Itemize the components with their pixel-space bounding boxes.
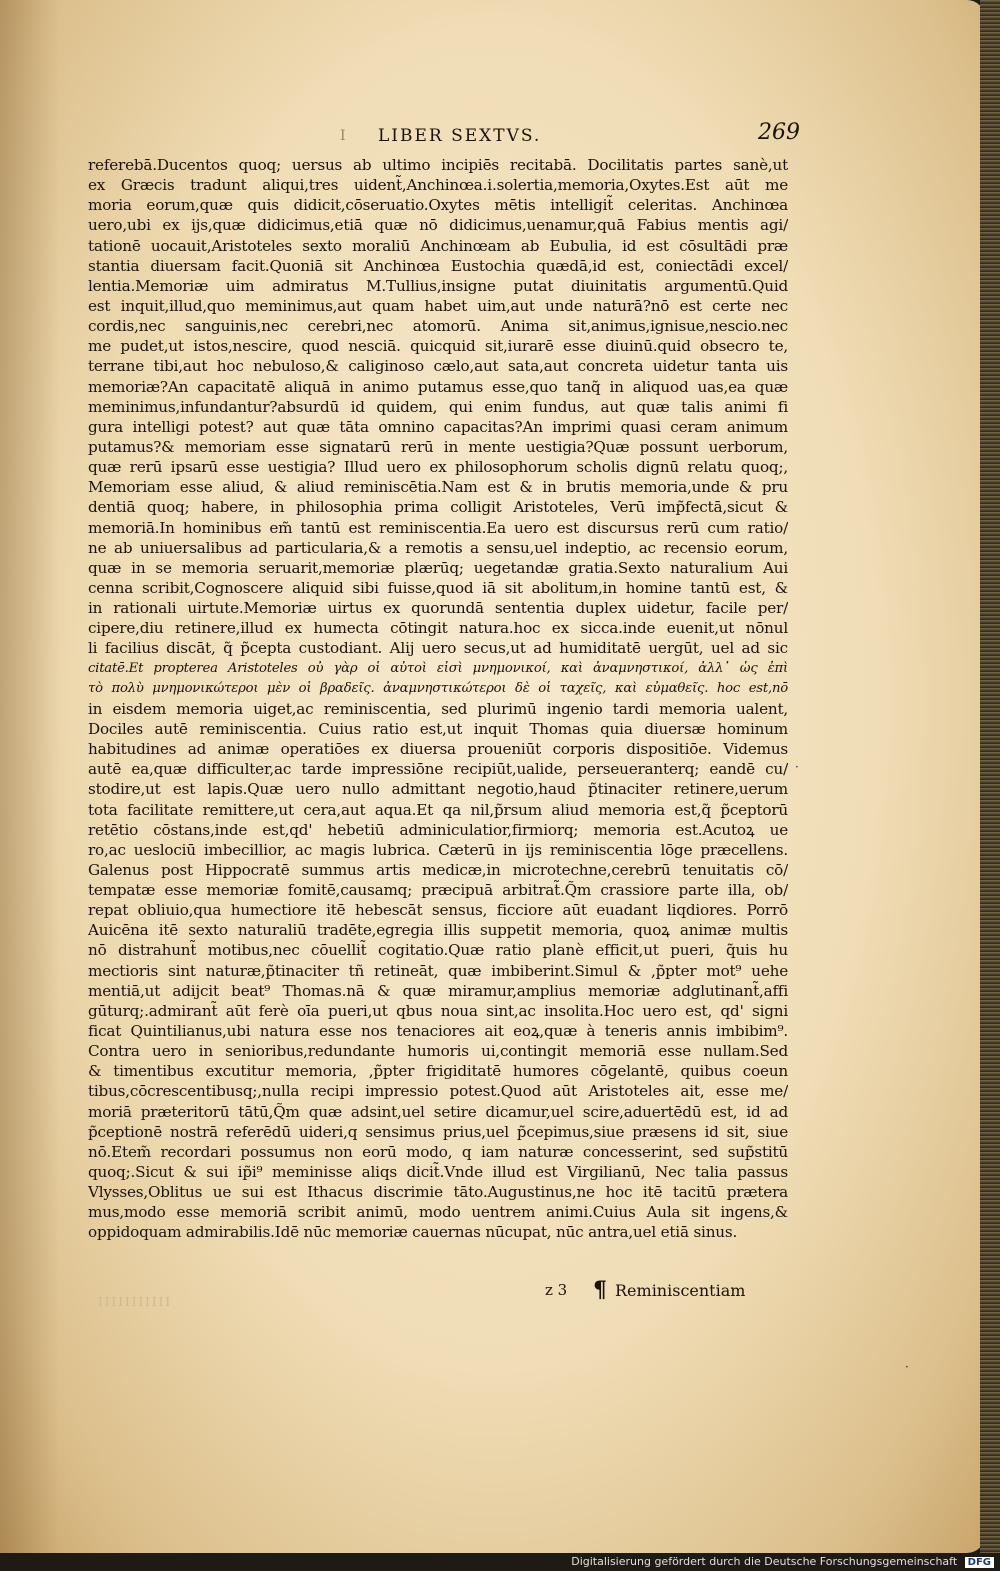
text-line: stodire,ut est lapis.Quæ uero nullo admittant negotio,haud p̃tinaciter retinere,uerum: [88, 780, 788, 799]
text-line: & timentibus excutitur memoria, ,p̃pter frigiditatē humores cōgelantē, quibus coeun: [88, 1062, 788, 1081]
text-line: cipere,diu retinere,illud ex humecta cōtingit natura.hoc ex sicca.inde euenit,ut nōnul: [88, 619, 788, 638]
text-line: stantia diuersam facit.Quoniā sit Anchinœa Eustochia quædā,id est, coniectādi excel/: [88, 256, 788, 275]
text-line: nō distrahunt̃ motibus,nec cōuellit̃ cogitatio.Quæ ratio planè efficit,ut pueri, q̃uis hu: [88, 941, 788, 960]
text-line: τὸ πολὺ μνημονικώτεροι μὲν οἱ βραδεῖς. ἀναμνηστικώτεροι δὲ οἱ ταχεῖς, καὶ εὐμαθεῖς. hoc est,nō: [88, 680, 788, 696]
dfg-logo: DFG: [965, 1557, 994, 1568]
text-line: tibus,cōcrescentibusq;,nulla recipi impressio potest.Quod aūt Aristoteles ait, esse me/: [88, 1082, 788, 1101]
text-line: in rationali uirtute.Memoriæ uirtus ex quorundā sententia duplex uidetur, facile per/: [88, 599, 788, 618]
text-line: referebā.Ducentos quoq; uersus ab ultimo incipiēs recitabā. Docilitatis partes sanè,ut: [88, 156, 788, 174]
text-line: meminimus,infundantur?absurdū id quidem, qui enim fundus, aut quæ talis animi fi: [88, 397, 788, 416]
text-line: Vlysses,Oblitus ue sui est Ithacus discrimie tāto.Augustinus,ne hoc itē tacitū prætera: [88, 1183, 788, 1202]
text-line: in eisdem memoria uiget,ac reminiscentia, sed plurimū ingenio tardi memoria ualent,: [88, 699, 788, 718]
text-line: mectioris sint naturæ,p̃tinaciter tñ retineāt, quæ imbiberint.Simul & ,p̃pter mot⁹ uehe: [88, 961, 788, 980]
text-line: citatē.Et propterea Aristoteles οὐ γὰρ οἱ αὐτοὶ εἰσὶ μνημονικοί, καὶ ἀναμνηστικοί, ἀλλ᾽ ὡς ἐπὶ: [88, 660, 788, 676]
signature-mark: z 3: [545, 1281, 568, 1299]
text-line: li facilius discāt, q̃ p̃cepta custodiant. Alij uero secus,ut ad humiditatē uergūt, uel ad sic: [88, 639, 788, 658]
text-line: nō.Etem̃ recordari possumus non eorū modo, q iam naturæ concesserint, sed sup̃stitū: [88, 1142, 788, 1161]
text-line: lentia.Memoriæ uim admiratus M.Tullius,insigne putat diuinitatis argumentū.Quid: [88, 276, 788, 295]
text-line: gura intelligi potest? aut quæ tāta omnino capacitas?An imprimi quasi ceram animum: [88, 417, 788, 436]
margin-mark: ·: [905, 1360, 909, 1374]
text-line: tempatæ esse memoriæ fomitē,causamq; præcipuā arbitrat̃.Q̃m crassiore parte illa, ob/: [88, 881, 788, 900]
text-line: dentiā quoq; habere, in philosophia prima colligit Aristoteles, Verū imp̃fectā,sicut &: [88, 498, 788, 517]
text-line: oppidoquam admirabilis.Idē nūc memoriæ cauernas nūcupat, nūc antra,uel etiā sinus.: [88, 1223, 738, 1242]
pilcrow-icon: ¶: [593, 1277, 607, 1303]
text-line: autē ea,quæ difficulter,ac tarde impressiōne recipiūt,ualide, perseueranterq; eandē cu/: [88, 760, 788, 779]
text-line: Contra uero in senioribus,redundante humoris ui,contingit memoriā esse nullam.Sed: [88, 1042, 788, 1061]
text-line: Galenus post Hippocratē summus artis medicæ,in microtechne,cerebrū tenuitatis cō/: [88, 860, 788, 879]
text-line: Memoriam esse aliud, & aliud reminiscētia.Nam est & in brutis memoria,unde & pru: [88, 478, 788, 497]
catchword: Reminiscentiam: [615, 1281, 746, 1300]
text-line: quoq;.Sicut & sui ip̃i⁹ meminisse aliqs dicit̃.Vnde illud est Virgilianū, Nec talia passus: [88, 1163, 788, 1182]
text-line: quæ in se memoria seruarit,memoriæ plærūq; uegetandæ gratia.Sexto naturalium Aui: [88, 558, 788, 577]
margin-mark: ·: [795, 760, 799, 774]
text-line: memoriæ?An capacitatē aliquā in animo putamus esse,quo tanq̃ in aliquod uas,ea quæ: [88, 377, 788, 396]
page-header: [340, 120, 800, 154]
text-line: cordis,nec sanguinis,nec cerebri,nec atomorū. Anima sit,animus,ignisue,nescio.nec: [88, 317, 788, 336]
text-line: ficat Quintilianus,ubi natura esse nos tenaciores ait eoꝝ,quæ à teneris annis imbibim⁹.: [88, 1022, 788, 1041]
text-line: Auicēna itē sexto naturaliū tradēte,egregia illis suppetit memoria, quoꝝ animæ multis: [88, 921, 788, 940]
running-title: LIBER SEXTVS.: [378, 126, 542, 146]
text-line: terrane tibi,aut hoc nebuloso,& caliginoso cælo,aut sata,aut concreta uidetur tanta uis: [88, 357, 788, 376]
text-line: retētio cōstans,inde est,qd' hebetiū adminiculatior,firmiorq; memoria est.Acutoꝝ ue: [88, 820, 788, 839]
text-line: cenna scribit,Cognoscere aliquid sibi fuisse,quod iā sit abolitum,in homine tantū est, &: [88, 578, 788, 597]
text-line: ne ab uniuersalibus ad particularia,& a remotis a sensu,uel indeptio, ac recensio eorum,: [88, 538, 788, 557]
text-line: Dociles autē reminiscentia. Cuius ratio est,ut inquit Thomas quia diuersæ hominum: [88, 719, 788, 738]
text-line: mentiā,ut adijcit beat⁹ Thomas.nā & quæ miramur,amplius memoriæ adglutinant̃,affi: [88, 981, 788, 1000]
text-line: habitudines ad animæ operatiōes ex diuersa proueniūt corporis dispositiōe. Videmus: [88, 740, 788, 759]
text-line: quæ rerū ipsarū esse uestigia? Illud uero ex philosophorum scholis dignū relatu quoq;,: [88, 458, 788, 477]
catchword-line: [545, 1279, 795, 1303]
text-line: putamus?& memoriam esse signatarū rerū in mente uestigia?Quæ possunt uerborum,: [88, 437, 788, 456]
faded-stamp: IIIIIIIIIII: [98, 1295, 173, 1309]
text-line: ex Græcis tradunt aliqui,tres uident̃,Anchinœa.i.solertia,memoria,Oxytes.Est aūt me: [88, 176, 788, 195]
digitization-credit: [571, 1555, 994, 1568]
text-line: p̃ceptionē nostrā referēdū uideri,q sensimus prius,uel p̃cepimus,siue præsens id sit, siue: [88, 1122, 788, 1141]
credit-text: Digitalisierung gefördert durch die Deutsche Forschungsgemeinschaft: [571, 1555, 958, 1568]
text-line: memoriā.In hominibus em̃ tantū est reminiscentia.Ea uero est discursus rerū cum ratio/: [88, 518, 788, 537]
text-line: est inquit,illud,quo meminimus,aut quam habet uim,aut unde naturā?nō est certe nec: [88, 296, 788, 315]
text-line: uero,ubi ex ijs,quæ didicimus,etiā quæ nō didicimus,uenamur,quā Fabius mentis agi/: [88, 216, 788, 235]
text-line: gūturq;.admirant̃ aūt ferè oīa pueri,ut qbus noua sint,ac insolita.Hoc uero est, qd' signi: [88, 1001, 788, 1020]
header-faint-text: Ι: [340, 128, 347, 144]
body-text: [88, 155, 788, 1243]
text-line: repat obliuio,qua humectiore itē hebescāt sensus, ficciore aūt euadant liqdiores. Porrō: [88, 901, 788, 920]
text-line: me pudet,ut istos,nescire, quod nesciā. quicquid sit,iurarē esse diuinū.quid obsecro te,: [88, 337, 788, 356]
folio-number: 269: [758, 120, 800, 145]
text-line: tota facilitate remittere,ut cera,aut aqua.Et qa nil,p̃rsum aliud memoria est,q̃ p̃ceptorū: [88, 800, 788, 819]
text-line: tationē uocauit,Aristoteles sexto moraliū Anchinœam ab Eubulia, id est cōsultādi præ: [88, 236, 788, 255]
text-line: ro,ac ueslociū imbecillior, ac magis lubrica. Cæterū in ijs reminiscentia lōge præcellens.: [88, 840, 788, 859]
text-line: moria eorum,quæ quis didicit,cōseruatio.Oxytes mētis intelligit̃ celeritas. Anchinœa: [88, 196, 788, 215]
text-line: mus,modo esse memoriā scribit animū, modo uentrem animi.Cuius Aula sit ingens,&: [88, 1203, 788, 1222]
page-edge: [980, 0, 1000, 1553]
text-line: moriā præteritorū tātū,Q̃m quæ adsint,uel setire dicamur,uel scire,aduertēdū est, id ad: [88, 1102, 788, 1121]
